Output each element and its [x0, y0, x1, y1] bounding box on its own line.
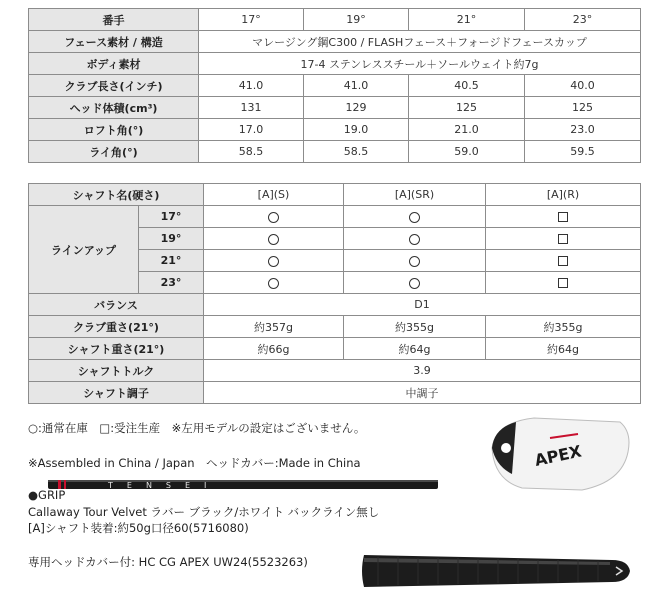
loft-23-header: 23° — [525, 9, 641, 31]
shaft-sr-header: [A](SR) — [344, 184, 486, 206]
loft-row — [29, 119, 641, 141]
body-row — [29, 53, 641, 75]
shaft-s-header: [A](S) — [204, 184, 344, 206]
spec-header-row — [29, 9, 641, 31]
lineup-loft: 23° — [139, 272, 204, 294]
circle-mark-icon — [268, 234, 279, 245]
lie-row — [29, 141, 641, 163]
order-mark — [486, 206, 641, 228]
shaft-weight-value: 約64g — [486, 338, 641, 360]
torque-value: 3.9 — [204, 360, 641, 382]
square-mark-icon — [558, 212, 568, 222]
stock-mark — [204, 228, 344, 250]
volume-value: 131 — [199, 97, 304, 119]
headcover-brand-text: APEX — [532, 441, 584, 470]
loft-value: 21.0 — [409, 119, 525, 141]
club-weight-label: クラブ重さ(21°) — [29, 316, 204, 338]
balance-row — [29, 294, 641, 316]
shaft-brand-text: TENSEI — [108, 481, 221, 490]
circle-mark-icon — [268, 278, 279, 289]
loft-value: 17.0 — [199, 119, 304, 141]
headcover-note: 専用ヘッドカバー付: HC CG APEX UW24(5523263) — [28, 555, 308, 569]
loft-17-header: 17° — [199, 9, 304, 31]
circle-mark-icon — [409, 234, 420, 245]
stock-mark — [344, 228, 486, 250]
shaft-r-header: [A](R) — [486, 184, 641, 206]
balance-label: バランス — [29, 294, 204, 316]
grip-description: Callaway Tour Velvet ラバー ブラック/ホワイト バックライン無し — [28, 505, 380, 519]
grip-image — [358, 549, 640, 593]
shaft-weight-label: シャフト重さ(21°) — [29, 338, 204, 360]
circle-mark-icon — [409, 256, 420, 267]
shaft-table — [28, 183, 641, 404]
lineup-label: ラインアップ — [29, 206, 139, 294]
lineup-row — [29, 206, 641, 228]
shaft-weight-row — [29, 338, 641, 360]
stock-mark — [344, 250, 486, 272]
grip-title: ●GRIP — [28, 488, 66, 502]
circle-mark-icon — [268, 212, 279, 223]
length-value: 40.0 — [525, 75, 641, 97]
shaft-weight-value: 約64g — [344, 338, 486, 360]
stock-mark — [344, 206, 486, 228]
balance-value: D1 — [204, 294, 641, 316]
lineup-loft: 19° — [139, 228, 204, 250]
torque-row — [29, 360, 641, 382]
spec-table — [28, 8, 641, 163]
square-mark-icon — [558, 234, 568, 244]
kick-value: 中調子 — [204, 382, 641, 404]
circle-mark-icon — [268, 256, 279, 267]
torque-label: シャフトトルク — [29, 360, 204, 382]
lie-value: 58.5 — [199, 141, 304, 163]
kick-label: シャフト調子 — [29, 382, 204, 404]
loft-19-header: 19° — [304, 9, 409, 31]
lineup-loft: 17° — [139, 206, 204, 228]
kick-row — [29, 382, 641, 404]
face-label: フェース素材 / 構造 — [29, 31, 199, 53]
volume-label: ヘッド体積(cm³) — [29, 97, 199, 119]
length-value: 41.0 — [304, 75, 409, 97]
club-weight-value: 約355g — [486, 316, 641, 338]
volume-value: 125 — [409, 97, 525, 119]
club-weight-value: 約355g — [344, 316, 486, 338]
volume-value: 125 — [525, 97, 641, 119]
grip-spec: [A]シャフト装着:約50g口径60(5716080) — [28, 521, 249, 535]
stock-mark — [204, 250, 344, 272]
stock-mark — [344, 272, 486, 294]
headcover-image — [482, 408, 634, 500]
order-mark — [486, 250, 641, 272]
order-mark — [486, 228, 641, 250]
shaft-image — [48, 478, 438, 491]
shaft-weight-value: 約66g — [204, 338, 344, 360]
body-value: 17-4 ステンレススチール＋ソールウェイト約7g — [199, 53, 641, 75]
stock-mark — [204, 272, 344, 294]
body-label: ボディ素材 — [29, 53, 199, 75]
loft-21-header: 21° — [409, 9, 525, 31]
face-row — [29, 31, 641, 53]
club-weight-row — [29, 316, 641, 338]
length-row — [29, 75, 641, 97]
stock-legend: ○:通常在庫 □:受注生産 ※左用モデルの設定はございません。 — [28, 421, 366, 435]
square-mark-icon — [558, 278, 568, 288]
length-value: 40.5 — [409, 75, 525, 97]
lie-label: ライ角(°) — [29, 141, 199, 163]
face-value: マレージング鋼C300 / FLASHフェース＋フォージドフェースカップ — [199, 31, 641, 53]
length-label: クラブ長さ(インチ) — [29, 75, 199, 97]
club-weight-value: 約357g — [204, 316, 344, 338]
lie-value: 59.0 — [409, 141, 525, 163]
shaft-header-label: シャフト名(硬さ) — [29, 184, 204, 206]
loft-label: ロフト角(°) — [29, 119, 199, 141]
circle-mark-icon — [409, 212, 420, 223]
lie-value: 59.5 — [525, 141, 641, 163]
loft-value: 23.0 — [525, 119, 641, 141]
length-value: 41.0 — [199, 75, 304, 97]
volume-row — [29, 97, 641, 119]
shaft-header-row — [29, 184, 641, 206]
volume-value: 129 — [304, 97, 409, 119]
circle-mark-icon — [409, 278, 420, 289]
order-mark — [486, 272, 641, 294]
square-mark-icon — [558, 256, 568, 266]
assembly-note: ※Assembled in China / Japan ヘッドカバー:Made in China — [28, 456, 361, 470]
lie-value: 58.5 — [304, 141, 409, 163]
lineup-loft: 21° — [139, 250, 204, 272]
spec-header-label: 番手 — [29, 9, 199, 31]
stock-mark — [204, 206, 344, 228]
loft-value: 19.0 — [304, 119, 409, 141]
